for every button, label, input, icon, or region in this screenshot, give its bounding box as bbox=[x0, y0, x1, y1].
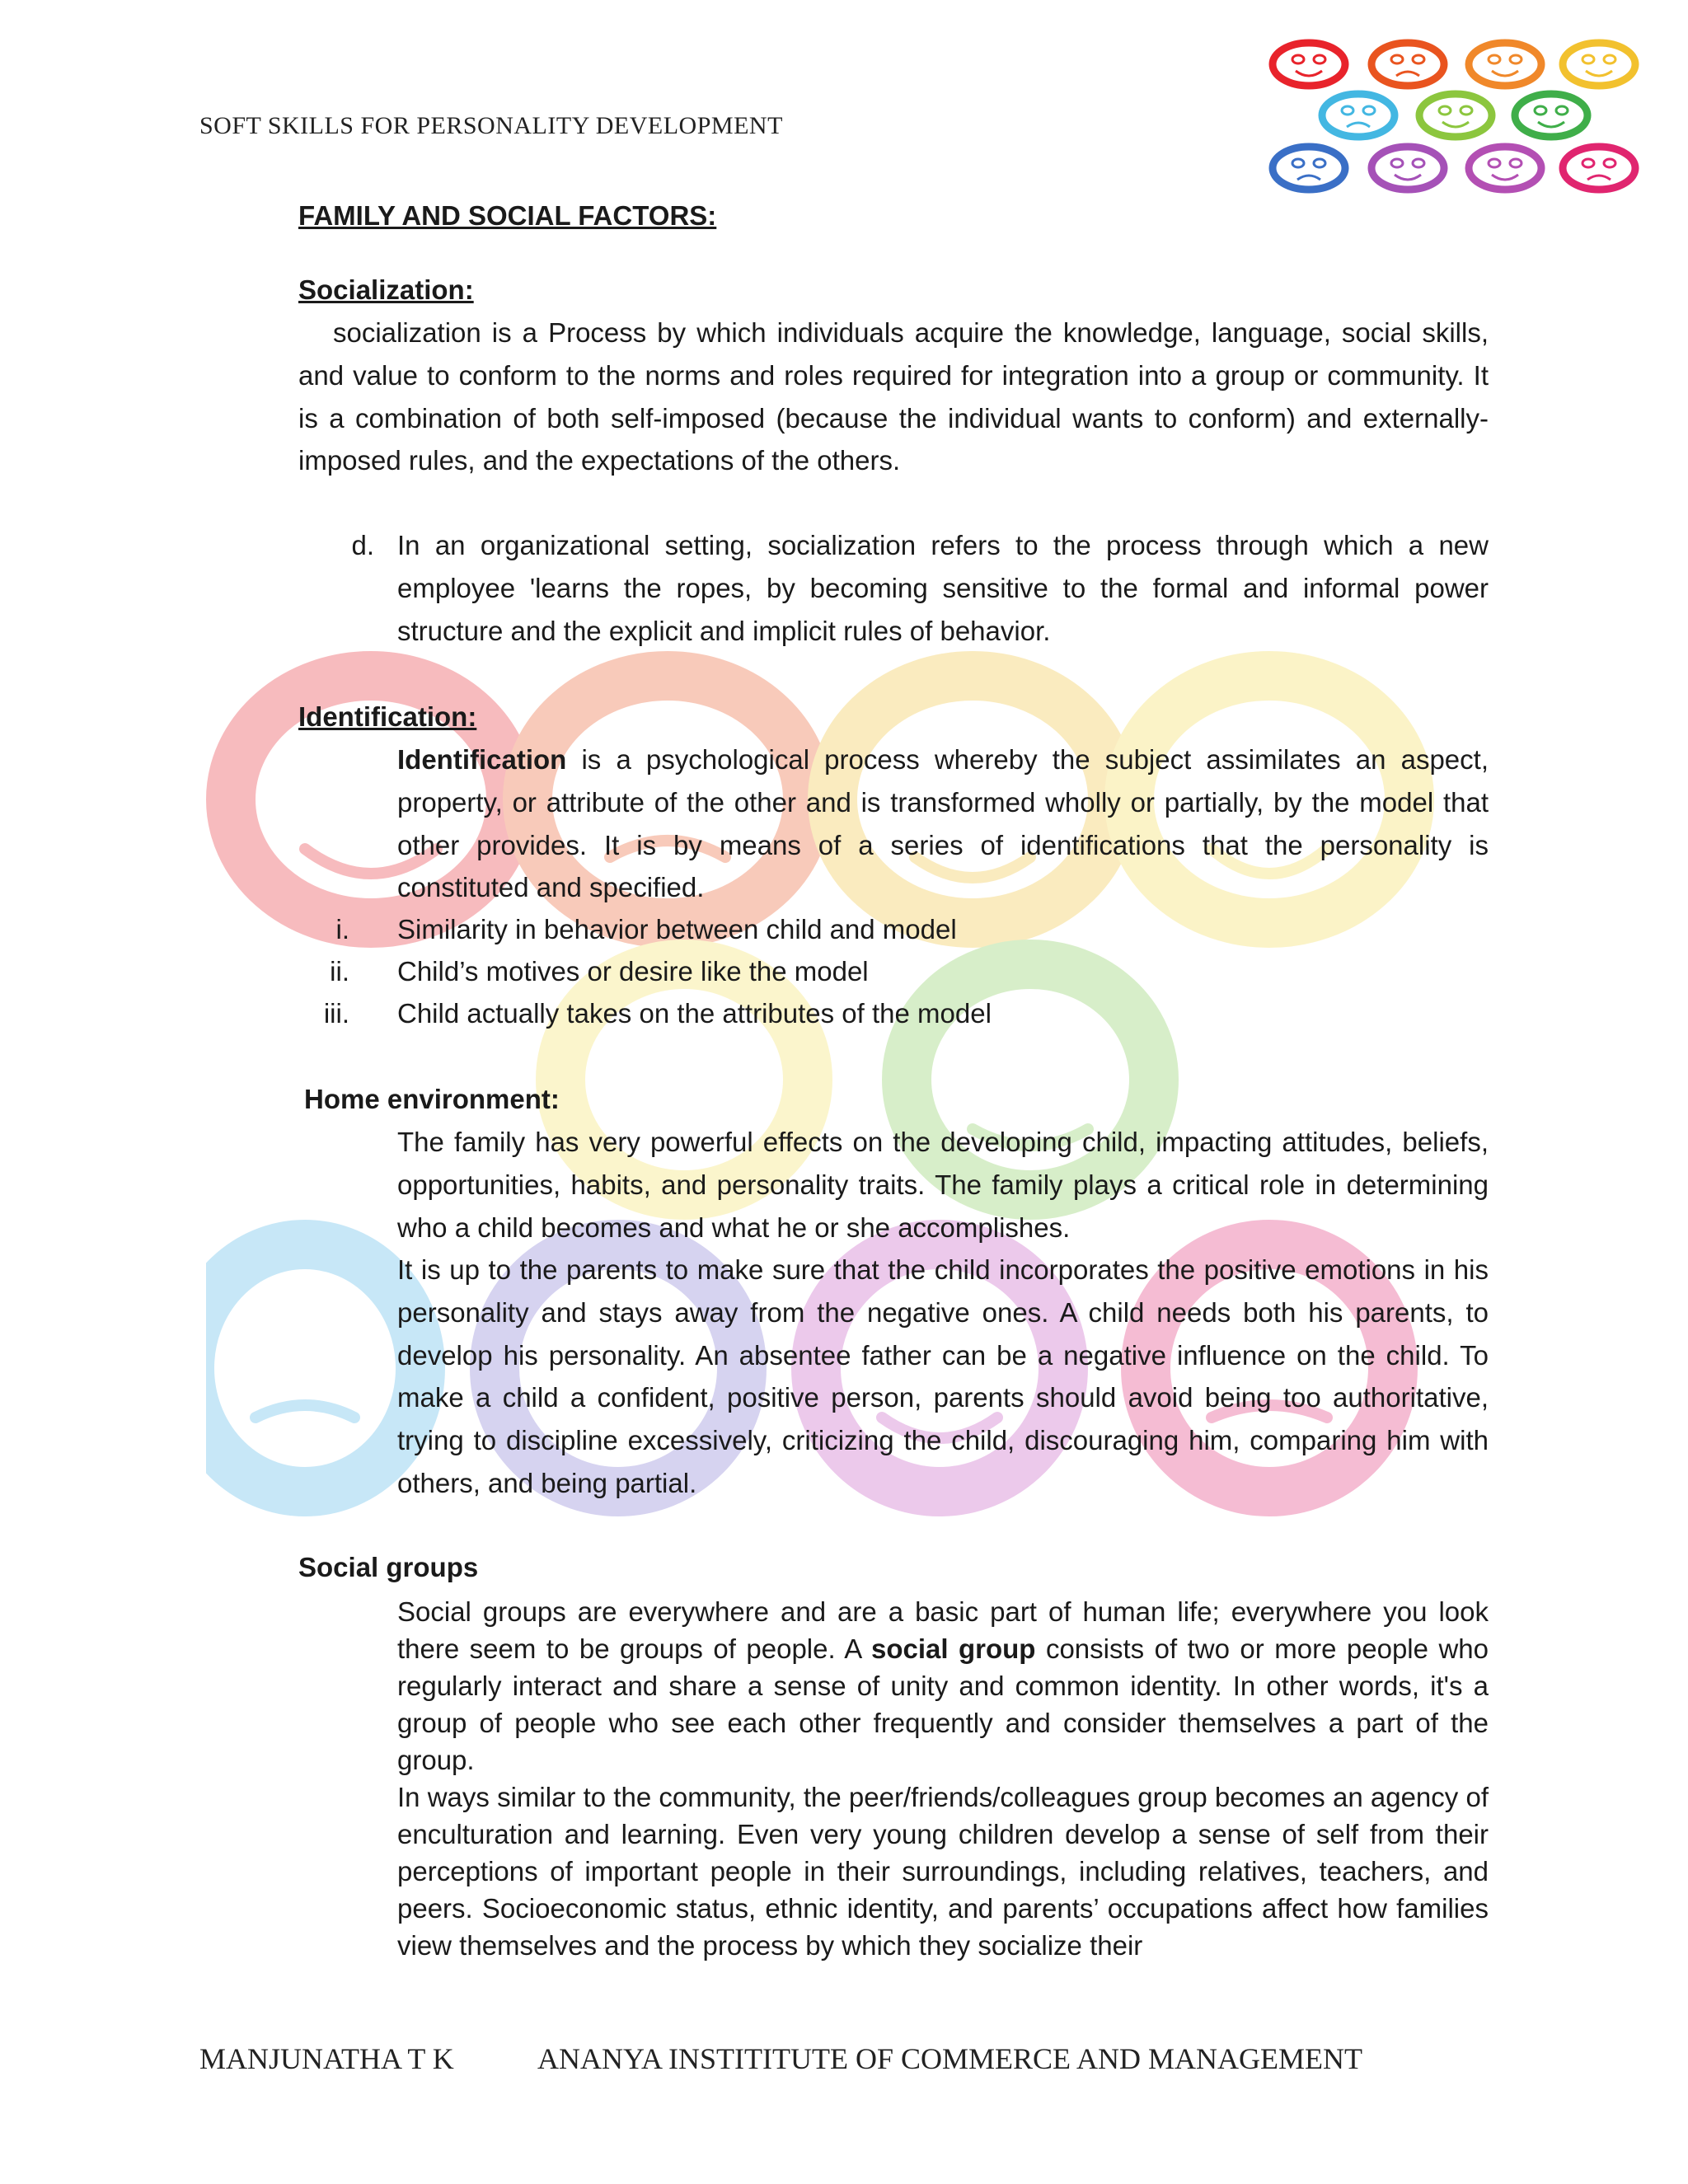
identification-text: is a psychological process whereby the subject assimilates an aspect, property, or attribute of the other and is transformed wholly or partially, by the model that other provides. It is by means of a series of identifications that the personality is constituted and specified. bbox=[397, 744, 1489, 903]
social-groups-text: Social groups are everywhere and are a basic part of human life; everywhere you look there seem to be groups of people. A bbox=[397, 1596, 1489, 1664]
list-marker: i. bbox=[335, 914, 349, 944]
list-item: Child’s motives or desire like the model bbox=[397, 956, 869, 987]
home-paragraph-1: The family has very powerful effects on the developing child, impacting attitudes, beliefs, opportunities, habits, and personality traits. The family plays a critical role in determining who a child becomes and what he or she accomplishes. bbox=[397, 1127, 1489, 1243]
socialization-heading: Socialization: bbox=[298, 274, 474, 305]
list-marker: ii. bbox=[330, 956, 349, 987]
list-item: Child actually takes on the attributes of the model bbox=[397, 998, 992, 1029]
footer-institute: ANANYA INSTITITUTE OF COMMERCE AND MANAGEMENT bbox=[537, 2042, 1362, 2075]
social-group-term: social group bbox=[870, 1633, 1036, 1664]
social-groups-paragraph-2: In ways similar to the community, the peer/friends/colleagues group becomes an agency of enculturation and learning. Even very young children develop a sense of self from their perceptions of important people in their surroundings, including relatives, teachers, and peers. Socioeconomic status, ethnic identity, and parents’ occupations affect how families view themselves and the process by which they socialize their bbox=[397, 1782, 1489, 1961]
social-groups-heading: Social groups bbox=[298, 1552, 479, 1582]
home-paragraph-2: It is up to the parents to make sure that the child incorporates the positive emotions in his personality and stays away from the negative ones. A child needs both his parents, to develop his personality. An absentee father can be a negative influence on the child. To make a child a confident, positive person, parents should avoid being too authoritative, trying to discipline excessively, criticizing the child, discouraging him, comparing him with others, and being partial. bbox=[397, 1254, 1489, 1498]
list-marker: d. bbox=[351, 530, 374, 560]
running-header: SOFT SKILLS FOR PERSONALITY DEVELOPMENT bbox=[199, 112, 783, 139]
home-environment-heading: Home environment: bbox=[304, 1084, 560, 1114]
section-title: FAMILY AND SOCIAL FACTORS: bbox=[298, 200, 717, 231]
list-item: Similarity in behavior between child and model bbox=[397, 914, 957, 944]
footer-author: MANJUNATHA T K bbox=[199, 2042, 454, 2075]
socialization-list-item: In an organizational setting, socialization refers to the process through which a new employee 'learns the ropes, by becoming sensitive to the formal and informal power structure and the explicit and implicit rules of behavior. bbox=[397, 530, 1489, 646]
social-groups-paragraph-1 bbox=[397, 1593, 1489, 1779]
social-groups-text: consists of two or more people who regularly interact and share a sense of unity and common identity. In other words, it's a group of people who see each other frequently and consider themselves a part of the group. bbox=[397, 1633, 1489, 1775]
identification-heading: Identification: bbox=[298, 701, 477, 732]
identification-paragraph bbox=[397, 738, 1489, 909]
identification-term: Identification bbox=[397, 744, 567, 775]
socialization-paragraph: socialization is a Process by which individuals acquire the knowledge, language, social skills, and value to conform to the norms and roles required for integration into a group or community. It is a combination of both self-imposed (because the individual wants to conform) and externally-imposed rules, and the expectations of the others. bbox=[298, 317, 1489, 476]
list-marker: iii. bbox=[323, 998, 349, 1029]
